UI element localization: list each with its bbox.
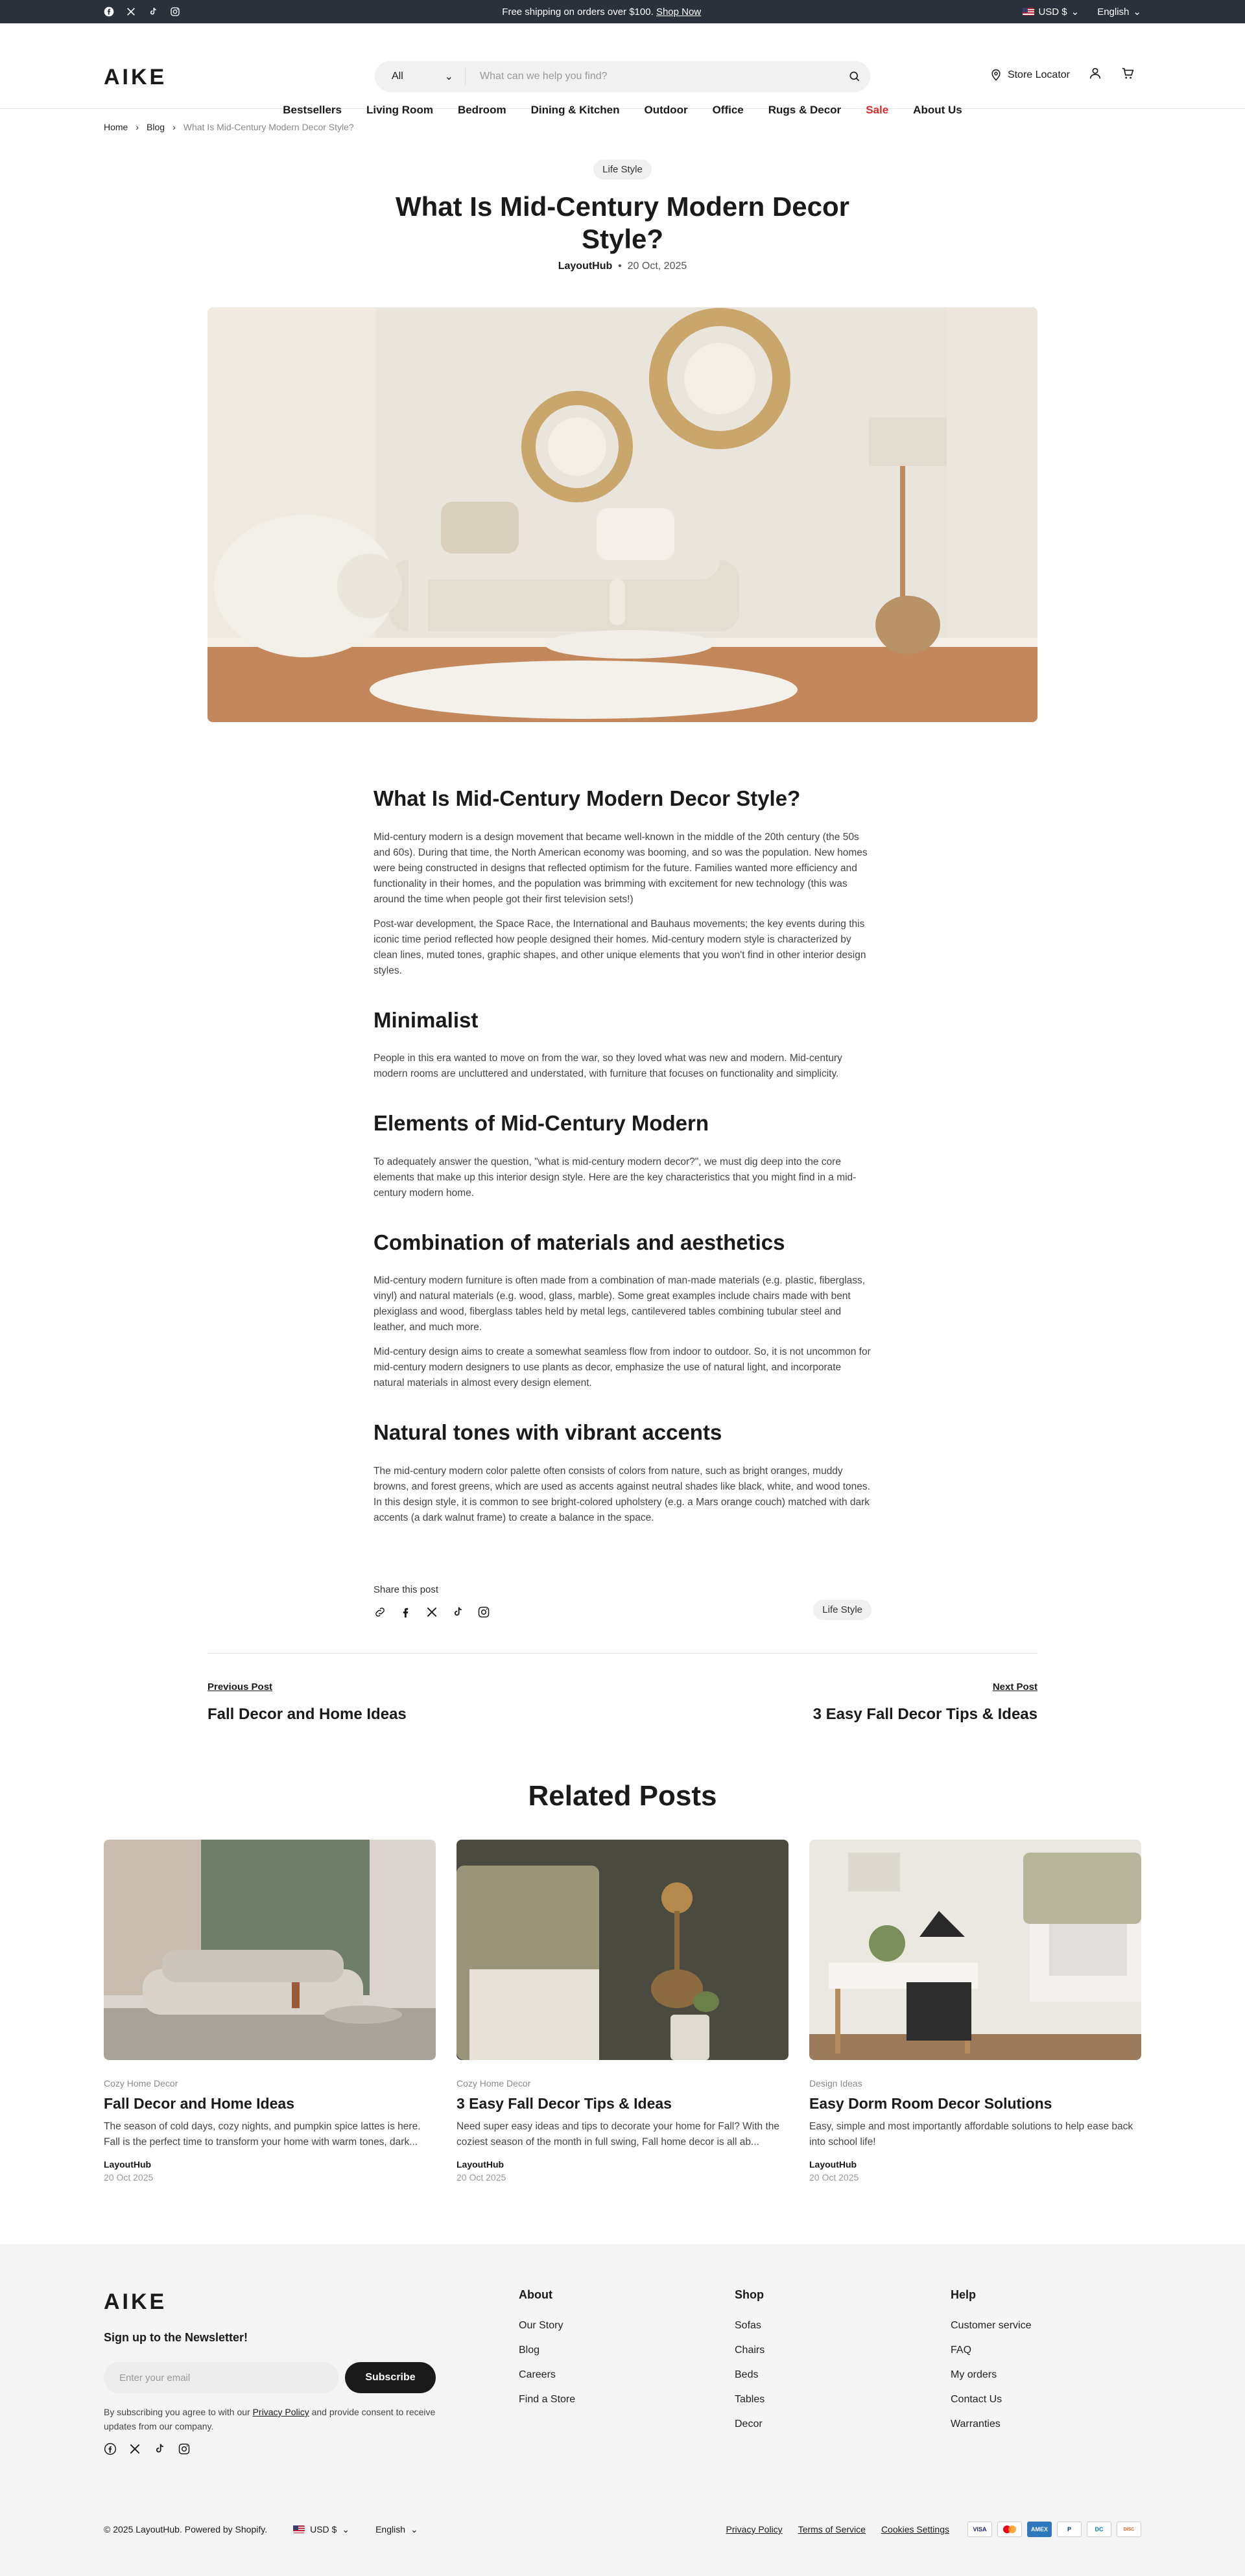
search-bar xyxy=(375,61,870,92)
related-post-title[interactable]: Easy Dorm Room Decor Solutions xyxy=(809,2095,1052,2112)
footer-logo[interactable]: AIKE xyxy=(104,2289,167,2314)
chevron-down-icon: ⌄ xyxy=(1071,6,1080,18)
related-posts-title: Related Posts xyxy=(528,1780,717,1812)
footer-link[interactable]: Customer service xyxy=(951,2320,1032,2331)
account-button[interactable] xyxy=(1088,66,1102,84)
announcement-bar xyxy=(0,0,1245,23)
search-button[interactable] xyxy=(839,61,870,92)
privacy-policy-link[interactable]: Privacy Policy xyxy=(252,2407,309,2417)
location-pin-icon xyxy=(990,69,1002,82)
article-section xyxy=(374,1110,872,1201)
search-category-label: All xyxy=(392,71,403,82)
chevron-down-icon: ⌄ xyxy=(342,2523,350,2535)
shipping-message xyxy=(502,6,701,18)
nav-item-dining-kitchen[interactable]: Dining & Kitchen xyxy=(530,104,620,116)
footer-column-shop xyxy=(735,2288,765,2443)
related-post-author: LayoutHub xyxy=(104,2159,152,2170)
search-input[interactable] xyxy=(466,71,839,82)
currency-selector[interactable] xyxy=(1023,6,1079,18)
footer-column-title: About xyxy=(519,2288,552,2301)
article-tag[interactable]: Life Style xyxy=(593,159,652,180)
footer-language-selector[interactable] xyxy=(375,2524,418,2535)
related-post-card[interactable] xyxy=(809,1840,1141,2183)
footer-language-label: English xyxy=(375,2524,405,2535)
footer-link[interactable]: Find a Store xyxy=(519,2394,576,2405)
consent-text-post: and provide consent to receive updates from our company. xyxy=(104,2407,436,2431)
article-section xyxy=(374,1230,872,1392)
nav-item-bestsellers[interactable]: Bestsellers xyxy=(283,104,342,116)
previous-post-title: Fall Decor and Home Ideas xyxy=(208,1705,407,1723)
related-post-date: 20 Oct 2025 xyxy=(104,2172,154,2183)
section-heading: Natural tones with vibrant accents xyxy=(374,1420,722,1445)
instagram-icon[interactable] xyxy=(170,6,180,17)
footer-column-about xyxy=(519,2288,575,2418)
diners-icon: DC xyxy=(1087,2522,1111,2537)
shipping-text: Free shipping on orders over $100. xyxy=(502,6,654,18)
section-paragraph: Mid-century modern is a design movement that became well-known in the middle of the 20th century (the 50s and 60s). During that time, the North American economy was booming, and so was the population. New homes were being constructed in designs that reflected optimism for the future. Families wanted more efficiency and functionality in their homes, and the population was brimming with excitement for new technology (this was around the time when people got their first television sets!) xyxy=(374,831,868,905)
previous-post-label: Previous Post xyxy=(208,1681,273,1692)
footer-link[interactable]: Chairs xyxy=(735,2345,765,2356)
x-twitter-icon[interactable] xyxy=(128,2442,141,2455)
tiktok-icon[interactable] xyxy=(148,6,158,17)
section-paragraph: People in this era wanted to move on from the war, so they loved what was new and modern. Mid-century modern rooms are uncluttered and understated, with furniture that focuses on functionality and simplicity. xyxy=(374,1053,842,1080)
article-title: What Is Mid-Century Modern Decor Style? xyxy=(395,191,850,255)
x-twitter-icon[interactable] xyxy=(425,1606,438,1619)
nav-item-office[interactable]: Office xyxy=(712,104,744,116)
section-paragraph: Mid-century modern furniture is often made from a combination of man-made materials (e.g. plastic, fiberglass, vinyl) and natural materials (e.g. wood, glass, marble). Some great examples include chairs made with bent plexiglass and wood, fiberglass tables held by metal legs, cantilevered tables combining tubular steel and leather, and much more. xyxy=(374,1275,866,1333)
subscribe-button[interactable]: Subscribe xyxy=(345,2362,436,2393)
visa-icon: VISA xyxy=(967,2522,992,2537)
footer-column-title: Shop xyxy=(735,2288,764,2301)
related-post-title[interactable]: 3 Easy Fall Decor Tips & Ideas xyxy=(456,2095,672,2112)
cart-icon xyxy=(1120,66,1135,80)
site-footer xyxy=(0,2244,1245,2576)
related-post-excerpt: Easy, simple and most importantly affordable solutions to help ease back into school life! xyxy=(809,2121,1133,2148)
chevron-down-icon: ⌄ xyxy=(444,71,453,82)
tiktok-icon[interactable] xyxy=(153,2442,166,2455)
topbar-selectors xyxy=(1023,6,1141,18)
newsletter-email-input[interactable] xyxy=(104,2362,338,2393)
section-paragraph: To adequately answer the question, "what is mid-century modern decor?", we must dig deep into the core elements that make up this interior design style. Here are the key characteristics that you might find in a mid-century modern home. xyxy=(374,1156,857,1199)
paypal-icon: P xyxy=(1057,2522,1082,2537)
article-author: LayoutHub xyxy=(558,261,613,272)
section-heading: What Is Mid-Century Modern Decor Style? xyxy=(374,786,801,810)
site-logo[interactable]: AIKE xyxy=(104,65,167,89)
cookies-settings-link[interactable]: Cookies Settings xyxy=(881,2524,949,2535)
shop-now-link[interactable]: Shop Now xyxy=(656,6,702,18)
next-post-label: Next Post xyxy=(992,1681,1038,1692)
related-post-author: LayoutHub xyxy=(809,2159,857,2170)
related-post-excerpt: The season of cold days, cozy nights, and pumpkin spice lattes is here. Fall is the perfect time to transform your home with warm tones, dark... xyxy=(104,2121,421,2148)
related-post-date: 20 Oct 2025 xyxy=(456,2172,506,2183)
discover-icon: DISC xyxy=(1117,2522,1141,2537)
breadcrumb-current: What Is Mid-Century Modern Decor Style? xyxy=(183,122,354,132)
copyright: © 2025 LayoutHub. Powered by Shopify. xyxy=(104,2524,268,2535)
footer-link[interactable]: Tables xyxy=(735,2394,765,2405)
facebook-icon[interactable] xyxy=(399,1606,412,1619)
us-flag-icon xyxy=(1023,8,1034,16)
footer-currency-selector[interactable] xyxy=(293,2524,350,2535)
article-section xyxy=(374,1420,872,1526)
article-section xyxy=(374,786,872,979)
article-content xyxy=(374,786,872,1554)
footer-socials xyxy=(104,2442,191,2455)
section-paragraph: The mid-century modern color palette often consists of colors from nature, such as bright oranges, muddy browns, and forest greens, which are used as accents against neutral shades like black, white, and wood tones. In this design style, it is common to see bright-colored upholstery (e.g. a Mars orange couch) matched with dark accents (a dark walnut frame) to create a balance in the space. xyxy=(374,1465,870,1523)
footer-column-help xyxy=(951,2288,1031,2443)
breadcrumb xyxy=(104,122,354,132)
share-section xyxy=(374,1584,872,1619)
section-paragraph: Post-war development, the Space Race, the International and Bauhaus movements; the key events during this iconic time period reflected how people designed their homes. Mid-century modern style is characterized by clean lines, muted tones, graphic shapes, and other unique elements that you won't find in other interior design styles. xyxy=(374,918,866,976)
footer-currency-label: USD $ xyxy=(310,2524,337,2535)
header-actions xyxy=(990,66,1135,84)
next-post[interactable] xyxy=(813,1681,1038,1724)
nav-item-about-us[interactable]: About Us xyxy=(913,104,962,116)
newsletter-consent xyxy=(104,2405,436,2433)
breadcrumb-blog[interactable]: Blog xyxy=(147,122,165,132)
section-heading: Combination of materials and aesthetics xyxy=(374,1230,785,1254)
section-heading: Elements of Mid-Century Modern xyxy=(374,1111,709,1136)
hero-image xyxy=(208,307,1038,722)
related-post-image[interactable] xyxy=(104,1840,436,2060)
us-flag-icon xyxy=(293,2525,305,2533)
search-category-select[interactable] xyxy=(375,67,466,86)
footer-link[interactable]: Beds xyxy=(735,2369,759,2380)
related-post-category: Cozy Home Decor xyxy=(456,2078,531,2089)
divider xyxy=(208,1653,1038,1654)
footer-link[interactable]: Blog xyxy=(519,2345,540,2356)
store-locator-label: Store Locator xyxy=(1007,69,1070,80)
topbar-socials xyxy=(104,6,180,17)
related-post-author: LayoutHub xyxy=(456,2159,504,2170)
cart-button[interactable] xyxy=(1120,66,1135,84)
breadcrumb-home[interactable]: Home xyxy=(104,122,128,132)
related-post-image[interactable] xyxy=(456,1840,788,2060)
related-post-category: Design Ideas xyxy=(809,2078,862,2089)
footer-column-title: Help xyxy=(951,2288,977,2301)
footer-link[interactable]: Sofas xyxy=(735,2320,761,2331)
related-post-date: 20 Oct 2025 xyxy=(809,2172,859,2183)
copy-link-icon[interactable] xyxy=(374,1606,386,1619)
terms-of-service-link[interactable]: Terms of Service xyxy=(798,2524,866,2535)
chevron-right-icon: › xyxy=(172,122,176,132)
post-navigation xyxy=(208,1681,1038,1724)
store-locator-link[interactable] xyxy=(990,69,1070,82)
article-tag-wrap xyxy=(0,159,1245,180)
legal-links xyxy=(726,2524,949,2535)
article-meta xyxy=(0,261,1245,272)
footer-link[interactable]: FAQ xyxy=(951,2345,972,2356)
related-post-card[interactable] xyxy=(456,1840,788,2183)
mastercard-icon xyxy=(997,2522,1022,2537)
previous-post[interactable] xyxy=(208,1681,407,1724)
language-label: English xyxy=(1097,6,1130,18)
share-icons xyxy=(374,1606,872,1619)
share-label: Share this post xyxy=(374,1584,439,1595)
related-posts-list xyxy=(104,1840,1141,2183)
footer-link[interactable]: Our Story xyxy=(519,2320,563,2331)
newsletter-form xyxy=(104,2362,436,2393)
related-post-image[interactable] xyxy=(809,1840,1141,2060)
footer-link[interactable]: Careers xyxy=(519,2369,556,2380)
payment-methods xyxy=(967,2522,1141,2537)
user-icon xyxy=(1088,66,1102,80)
meta-separator: • xyxy=(615,261,628,272)
newsletter-title: Sign up to the Newsletter! xyxy=(104,2331,248,2344)
article-date: 20 Oct, 2025 xyxy=(627,261,687,272)
chevron-down-icon: ⌄ xyxy=(410,2523,418,2535)
search-icon xyxy=(848,70,861,83)
related-post-category: Cozy Home Decor xyxy=(104,2078,178,2089)
currency-label: USD $ xyxy=(1038,6,1067,18)
language-selector[interactable] xyxy=(1097,6,1141,18)
chevron-down-icon: ⌄ xyxy=(1133,6,1141,18)
related-post-card[interactable] xyxy=(104,1840,436,2183)
related-post-excerpt: Need super easy ideas and tips to decorate your home for Fall? With the coziest season of the month in full swing, Fall home decor is all ab... xyxy=(456,2121,779,2148)
nav-item-rugs-decor[interactable]: Rugs & Decor xyxy=(768,104,842,116)
related-post-title[interactable]: Fall Decor and Home Ideas xyxy=(104,2095,294,2112)
instagram-icon[interactable] xyxy=(477,1606,490,1619)
section-paragraph: Mid-century design aims to create a somewhat seamless flow from indoor to outdoor. So, it is not uncommon for mid-century modern designers to use plants as decor, emphasize the use of natural light, and incorporate natural materials in almost every design element. xyxy=(374,1346,871,1389)
tiktok-icon[interactable] xyxy=(451,1606,464,1619)
main-nav xyxy=(0,104,1245,117)
footer-bottom-bar xyxy=(104,2516,1141,2542)
article-tag-bottom[interactable]: Life Style xyxy=(813,1600,872,1620)
consent-text-pre: By subscribing you agree to with our xyxy=(104,2407,253,2417)
footer-link[interactable]: Contact Us xyxy=(951,2394,1002,2405)
footer-link[interactable]: Decor xyxy=(735,2418,763,2430)
facebook-icon[interactable] xyxy=(104,2442,117,2455)
nav-item-sale[interactable]: Sale xyxy=(866,104,889,116)
site-header xyxy=(0,23,1245,116)
section-heading: Minimalist xyxy=(374,1007,479,1032)
nav-item-bedroom[interactable]: Bedroom xyxy=(457,104,506,116)
instagram-icon[interactable] xyxy=(178,2442,191,2455)
nav-item-outdoor[interactable]: Outdoor xyxy=(644,104,688,116)
footer-link[interactable]: Warranties xyxy=(951,2418,1001,2430)
next-post-title: 3 Easy Fall Decor Tips & Ideas xyxy=(812,1705,1038,1723)
x-twitter-icon[interactable] xyxy=(126,6,136,17)
footer-link[interactable]: My orders xyxy=(951,2369,997,2380)
chevron-right-icon: › xyxy=(136,122,139,132)
facebook-icon[interactable] xyxy=(104,6,114,17)
nav-item-living-room[interactable]: Living Room xyxy=(366,104,433,116)
privacy-policy-footer-link[interactable]: Privacy Policy xyxy=(726,2524,783,2535)
amex-icon: AMEX xyxy=(1027,2522,1052,2537)
article-section xyxy=(374,1007,872,1083)
